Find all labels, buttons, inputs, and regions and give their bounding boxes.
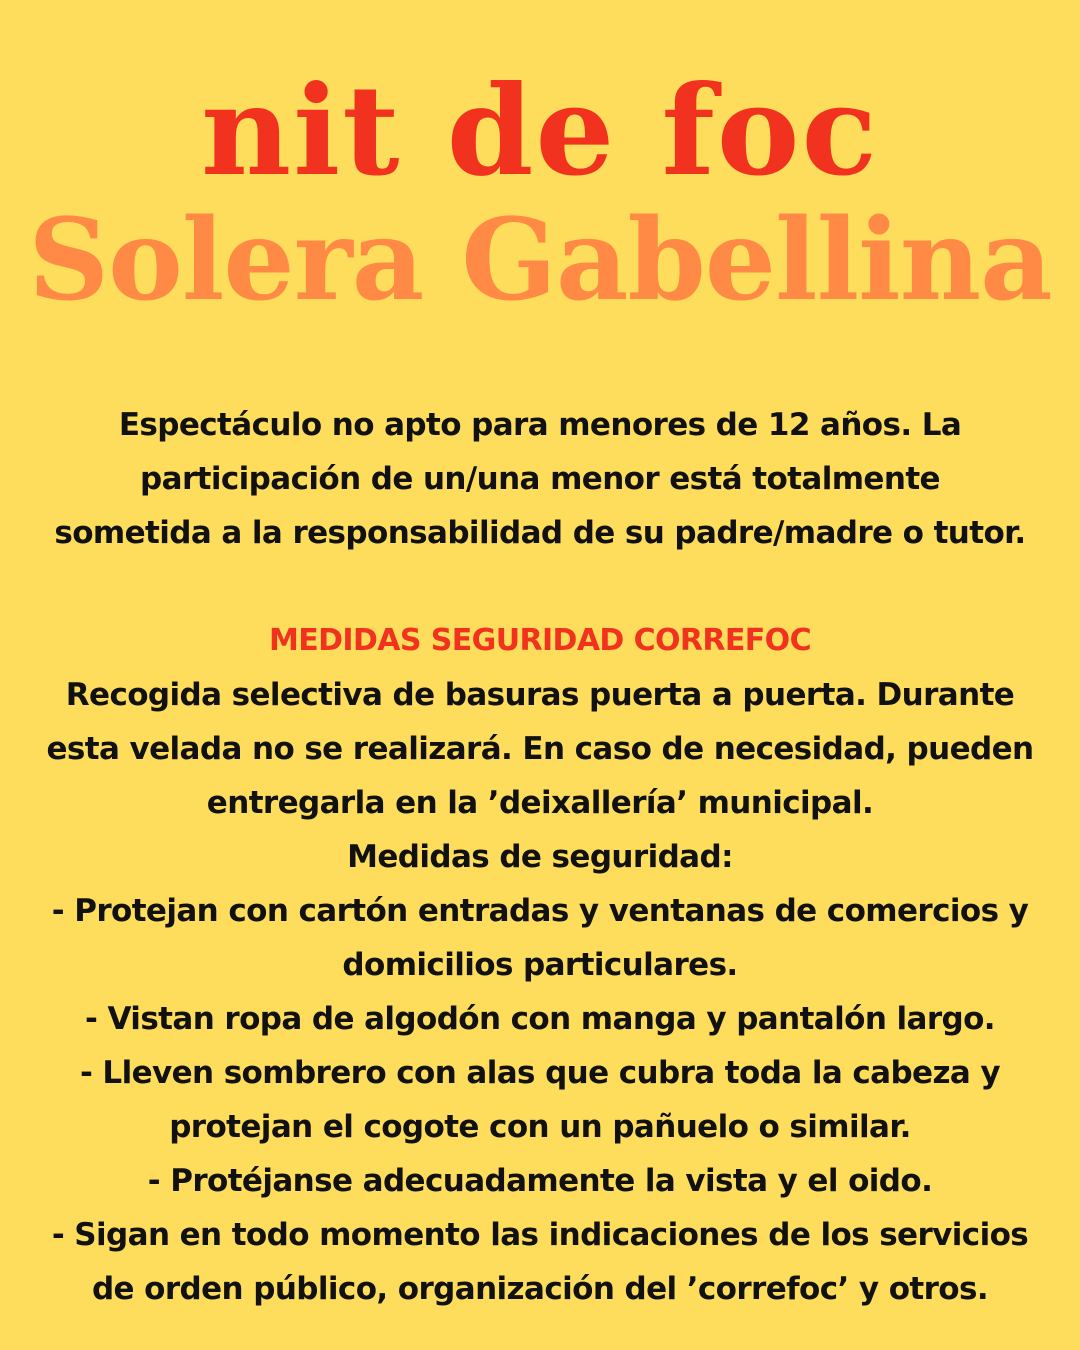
safety-line: esta velada no se realizará. En caso de necesidad, pueden [46,731,1034,767]
safety-line: - Sigan en todo momento las indicaciones de los servicios [51,1217,1029,1253]
safety-line: Recogida selectiva de basuras puerta a puerta. Durante [65,677,1015,713]
event-subtitle: Solera Gabellina [28,195,1052,326]
safety-line: de orden público, organización del ’correfoc’ y otros. [91,1271,989,1307]
safety-subheading: Medidas de seguridad: [347,839,733,875]
event-title: nit de foc [200,59,880,204]
age-notice-line: sometida a la responsabilidad de su padre/madre o tutor. [54,515,1026,551]
safety-line: - Vistan ropa de algodón con manga y pantalón largo. [85,1001,995,1037]
safety-measures [40,614,1040,1316]
safety-line: - Lleven sombrero con alas que cubra toda la cabeza y [79,1055,1001,1091]
age-notice [40,398,1040,560]
safety-line: - Protejan con cartón entradas y ventanas de comercios y [51,893,1029,929]
safety-line: domicilios particulares. [342,947,738,983]
safety-line: entregarla en la ’deixallería’ municipal. [206,785,874,821]
age-notice-line: participación de un/una menor está totalmente [140,461,940,497]
safety-heading: MEDIDAS SEGURIDAD CORREFOC [268,623,812,658]
age-notice-line: Espectáculo no apto para menores de 12 años. La [118,407,962,443]
safety-line: - Protéjanse adecuadamente la vista y el oido. [147,1163,933,1199]
safety-line: protejan el cogote con un pañuelo o similar. [169,1109,911,1145]
